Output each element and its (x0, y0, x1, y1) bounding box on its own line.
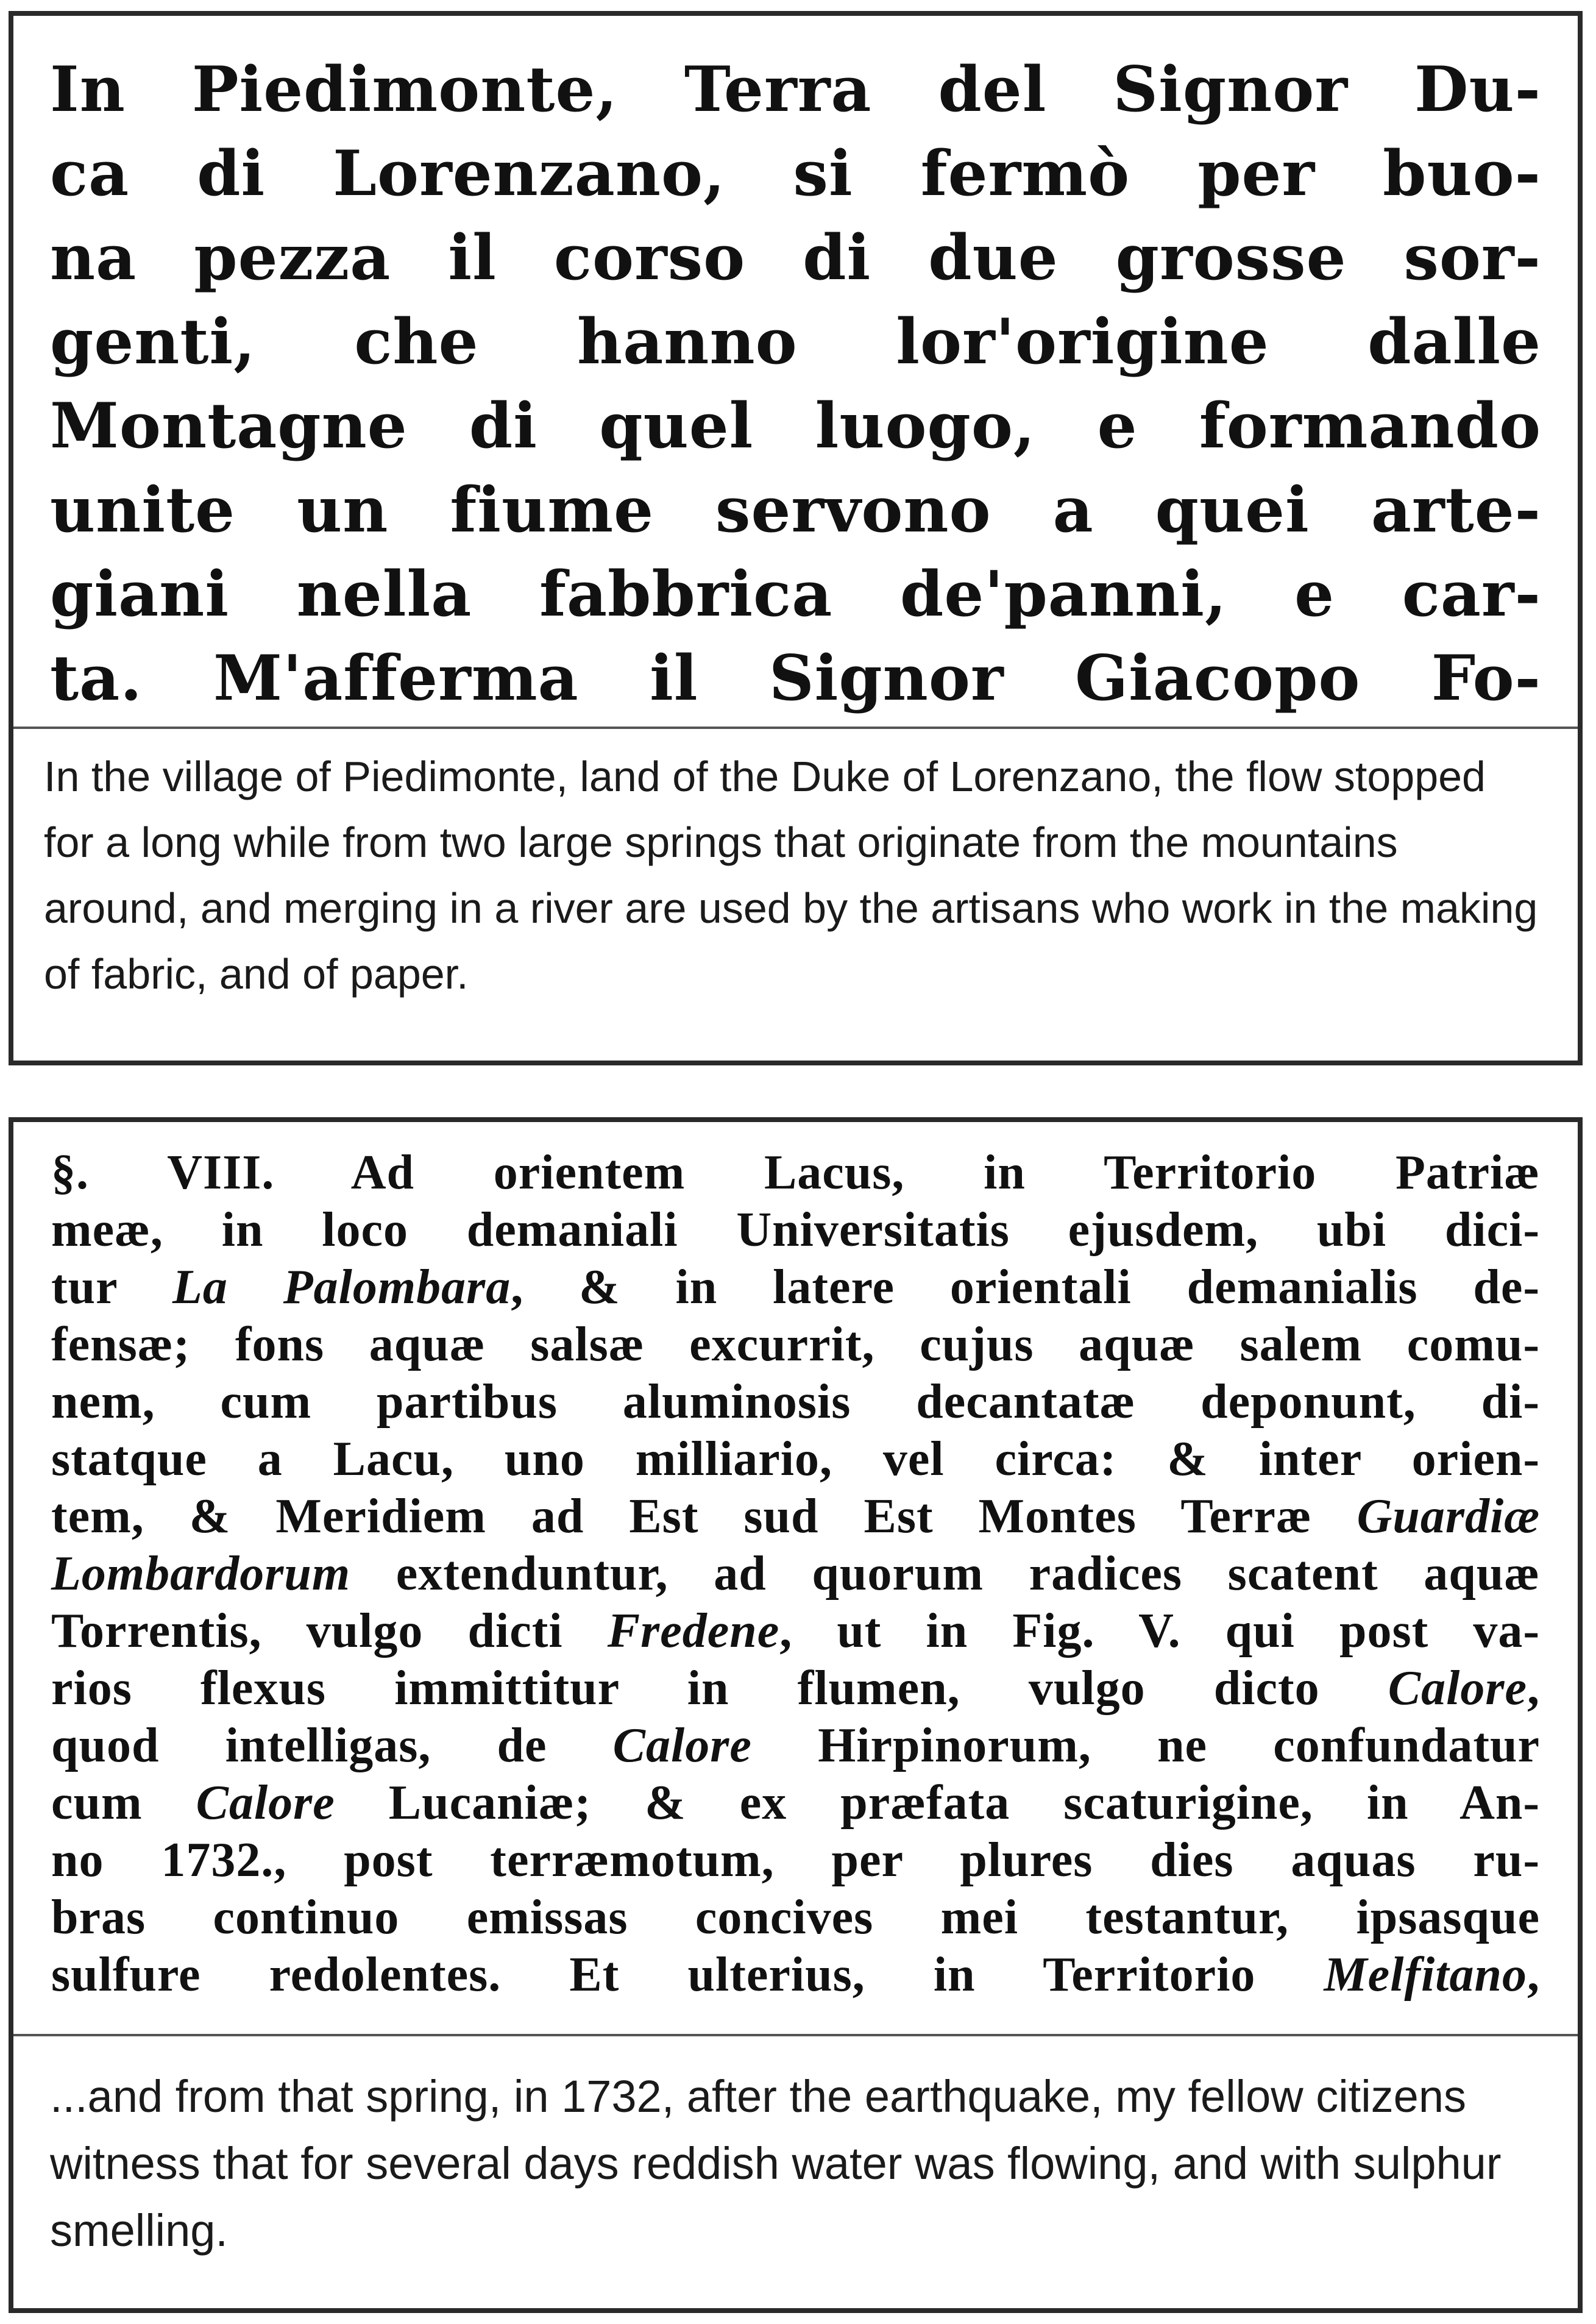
excerpt-panel-piedimonte (9, 11, 1583, 1065)
scan-text-line (51, 1373, 1540, 1430)
scan-text-segment: sulfure redolentes. Et ulterius, in Territorio (51, 1948, 1324, 2002)
scan-text-line (51, 1946, 1540, 2003)
italic-term: Fredene (607, 1604, 780, 1658)
italic-term: Lombardorum (51, 1547, 351, 1601)
scan-text-segment: tur (51, 1260, 173, 1314)
scan-text-line: na pezza il corso di due grosse sor- (50, 221, 1541, 294)
scan-text-segment: nem, cum partibus aluminosis decantatæ deponunt, di- (51, 1375, 1540, 1429)
scan-text-segment: §. VIII. Ad orientem Lacus, in Territorio Patriæ (51, 1146, 1540, 1199)
scan-text-line (51, 1488, 1540, 1545)
scan-text-segment: tem, & Meridiem ad Est sud Est Montes Terræ (51, 1490, 1357, 1543)
italic-term: Calore (612, 1719, 752, 1772)
scan-text-line: ca di Lorenzano, si fermò per buo- (50, 137, 1541, 210)
scan-text-segment: , (1527, 1948, 1540, 2002)
scan-text-line: In Piedimonte, Terra del Signor Du- (50, 53, 1541, 126)
scan-text-line (51, 1316, 1540, 1373)
scan-text-segment: Torrentis, vulgo dicti (51, 1604, 608, 1658)
italic-term: Calore (1388, 1661, 1527, 1715)
scan-text-line (51, 1201, 1540, 1259)
scan-text-line (51, 1144, 1540, 1201)
italic-term: La Palombara (172, 1260, 511, 1314)
scan-text-segment: quod intelligas, de (51, 1719, 613, 1772)
scan-text-segment: Lucaniæ; & ex præfata scaturigine, in An- (335, 1776, 1541, 1830)
scan-text-segment: no 1732., post terræmotum, per plures dies aquas ru- (51, 1833, 1540, 1887)
scan-text-segment: extenduntur, ad quorum radices scatent aquæ (350, 1547, 1540, 1601)
scan-text-segment: , & in latere orientali demanialis de- (511, 1260, 1540, 1314)
scan-text-line (51, 1602, 1540, 1660)
scan-text-segment: bras continuo emissas concives mei testantur, ipsasque (51, 1891, 1540, 1944)
scan-text-segment: statque a Lacu, uno milliario, vel circa: & inter orien- (51, 1432, 1540, 1486)
italic-term: Calore (196, 1776, 335, 1830)
scan-text-line (51, 1832, 1540, 1889)
scan-text-line: genti, che hanno lor'origine dalle (50, 305, 1541, 378)
english-translation: ...and from that spring, in 1732, after the earthquake, my fellow citizens witness that for several days reddish water was flowing, and with sulphur smelling. (50, 2071, 1502, 2256)
scan-text-line (51, 1545, 1540, 1602)
italic-term: Melfitano (1324, 1948, 1527, 2002)
scan-text-segment: Hirpinorum, ne confundatur (751, 1719, 1540, 1772)
scan-text-line: giani nella fabbrica de'panni, e car- (50, 558, 1541, 631)
italic-term: Guardiæ (1357, 1490, 1540, 1543)
scan-text-line: Montagne di quel luogo, e formando (50, 389, 1541, 463)
scan-text-line (51, 1717, 1540, 1774)
excerpt-panel-latin (9, 1117, 1583, 2313)
historical-text-scan (13, 1122, 1578, 2036)
scan-text-segment: rios flexus immittitur in flumen, vulgo dicto (51, 1661, 1388, 1715)
scan-text-line (51, 1259, 1540, 1316)
english-translation: In the village of Piedimonte, land of the Duke of Lorenzano, the flow stopped for a long while from two large springs that originate from the mountains around, and merging in a river are used by the artisans who work in the making of fabric, and of paper. (44, 753, 1538, 998)
scan-text-segment: fensæ; fons aquæ salsæ excurrit, cujus aquæ salem comu- (51, 1318, 1540, 1371)
scan-text-line: ta. M'afferma il Signor Giacopo Fo- (50, 642, 1541, 715)
scan-text-line (51, 1774, 1540, 1832)
scan-text-line: unite un fiume servono a quei arte- (50, 474, 1541, 547)
scan-text-line (51, 1660, 1540, 1717)
scan-text-segment: meæ, in loco demaniali Universitatis ejusdem, ubi dici- (51, 1203, 1540, 1257)
scan-text-segment: cum (51, 1776, 196, 1830)
scan-text-line (51, 1889, 1540, 1946)
historical-text-scan (13, 16, 1578, 729)
scan-text-line (51, 1430, 1540, 1488)
scan-text-segment: , (1527, 1661, 1540, 1715)
scan-text-segment: , ut in Fig. V. qui post va- (779, 1604, 1540, 1658)
